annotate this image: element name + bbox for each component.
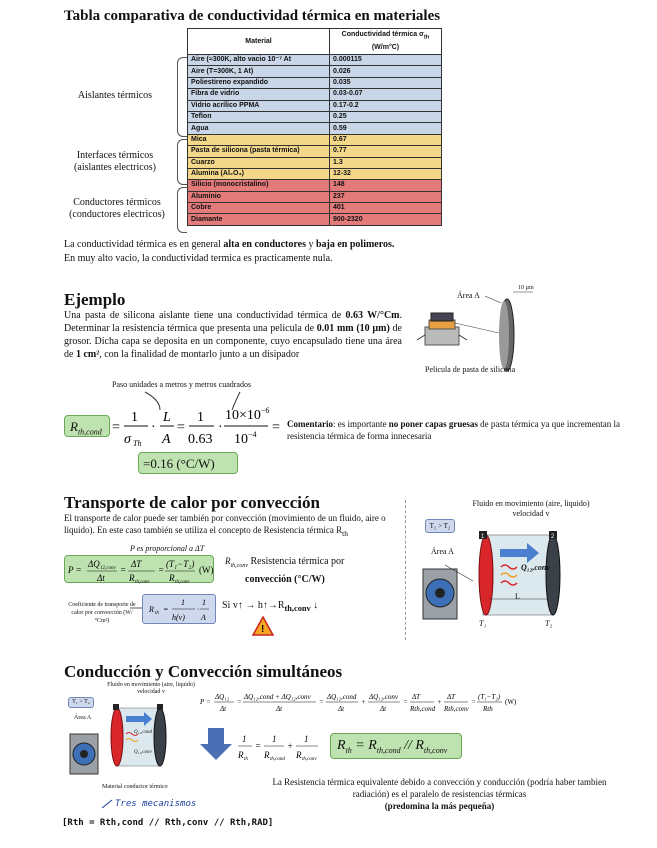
rconv-formula: [142, 594, 216, 624]
svg-text:Rth: Rth: [483, 705, 493, 713]
svg-text:ΔQ₁₂: ΔQ₁₂: [215, 693, 230, 701]
svg-text:R: R: [296, 750, 302, 760]
coef-label: Coeficiente de transporte de calor por convección (W/°Cm²): [68, 602, 136, 624]
t1-label: T₁: [479, 619, 487, 628]
table-row: [188, 214, 442, 225]
convection-diagram: [415, 497, 605, 637]
svg-text:1: 1: [272, 734, 277, 744]
svg-text:1: 1: [181, 598, 185, 607]
svg-text:ΔT: ΔT: [447, 693, 456, 701]
svg-text:σ: σ: [124, 432, 131, 447]
page-title: Tabla comparativa de conductividad térmica en materiales: [64, 8, 441, 24]
conductivity-cell: 0.25: [330, 111, 442, 122]
combined-diagram: [66, 682, 196, 792]
svg-text:th: th: [244, 757, 248, 762]
brace-conductors: [177, 187, 187, 233]
svg-text:A: A: [162, 432, 171, 447]
handwritten-note: Tres mecanismos: [115, 799, 197, 809]
table-row: [188, 89, 442, 100]
svg-text:A: A: [201, 613, 206, 622]
svg-text:th,cond: th,cond: [270, 757, 285, 762]
svg-text:=: =: [237, 698, 242, 706]
material-cell: Aluminio: [188, 191, 330, 202]
conductivity-cell: 0.17-0.2: [330, 100, 442, 111]
parallel-sum-formula: [236, 730, 326, 764]
svg-text:(T₁−T₂): (T₁−T₂): [166, 559, 195, 569]
handwritten-formula: [Rth = Rth,cond // Rth,conv // Rth,RAD]: [62, 818, 274, 828]
svg-text:1: 1: [131, 410, 138, 425]
material-cell: Cuarzo: [188, 157, 330, 168]
svg-text:P =: P =: [200, 698, 211, 706]
film-illustration: [415, 285, 575, 380]
final-equation: $R_{th} = R_{th,cond} // R_{th,conv}$: [330, 733, 462, 759]
result-box: =0.16 (°C/W): [138, 452, 238, 474]
summary-line-2: En muy alto vacio, la conductividad termica es practicamente nula.: [64, 253, 333, 264]
svg-text:=: =: [163, 605, 169, 614]
table-row: [188, 123, 442, 134]
svg-text:R: R: [149, 605, 154, 614]
svg-text:th,conv: th,conv: [302, 757, 317, 762]
conveccion-text: El transporte de calor puede ser también por convección (movimiento de un fluido, aire o liquido). En este caso también se utiliza el concepto de Resistencia térmica $R_{th}$: [64, 513, 386, 538]
q-conv-label: Q₁₂,conv: [521, 563, 550, 572]
rth-cond-symbol: $R_{th,cond}$: [64, 415, 110, 437]
table-row: [188, 134, 442, 145]
length-label: L: [515, 592, 520, 601]
comment: Comentario: es importante no poner capas gruesas de pasta térmica ya que incrementan la resistencia térmica de forma innecesaria: [287, 419, 621, 441]
fluid-label: Fluido en movimiento (aire, liquido) velocidad v: [472, 499, 590, 518]
material-cell: Aire (≈300K, alto vacio 10⁻⁷ At: [188, 55, 330, 66]
conveccion-heading: Transporte de calor por convección: [64, 493, 320, 512]
svg-text:(W): (W): [199, 565, 214, 575]
svg-text:ΔT: ΔT: [412, 693, 421, 701]
brace-interfaces: [177, 139, 187, 185]
film-caption: Pelicula de pasta de silicona: [425, 365, 516, 374]
svg-text:th,conv: th,conv: [175, 580, 190, 584]
svg-text:h(v): h(v): [172, 613, 185, 622]
table-row: [188, 55, 442, 66]
svg-text:1: 1: [481, 534, 485, 540]
group-label-insulators: Aislantes térmicos: [77, 90, 153, 101]
area-label-conv: Área A: [431, 547, 454, 556]
material-cell: Pasta de silicona (pasta térmica): [188, 146, 330, 157]
svg-text:R: R: [129, 573, 135, 583]
simultaneo-heading: Conducción y Convección simultáneos: [64, 662, 343, 681]
temp-badge: T₁ > T₂: [425, 519, 455, 533]
conductivity-cell: 0.035: [330, 77, 442, 88]
table-row: [188, 146, 442, 157]
svg-text:10−4: $10^{-4}$: [234, 430, 257, 447]
material-cell: Teflon: [188, 111, 330, 122]
svg-text:·: ·: [151, 420, 156, 435]
svg-text:+: +: [361, 698, 366, 706]
svg-text:·: ·: [197, 605, 199, 614]
svg-text:+: +: [287, 741, 294, 751]
svg-text:P =: P =: [68, 565, 82, 575]
svg-text:R: R: [169, 573, 175, 583]
material-cell: Alumina (Al₂O₃): [188, 168, 330, 179]
conductivity-table: [187, 28, 442, 226]
svg-text:12,conv: 12,conv: [100, 566, 116, 571]
svg-text:Rth,cond: Rth,cond: [410, 705, 436, 713]
brace-insulators: [177, 57, 187, 137]
conductivity-cell: 0.59: [330, 123, 442, 134]
svg-text:ΔQ₁₂,cond + ΔQ₁₂,conv: ΔQ₁₂,cond + ΔQ₁₂,conv: [244, 693, 311, 701]
material-cell: Silicio (monocristalino): [188, 180, 330, 191]
svg-text:=: =: [403, 698, 408, 706]
material-cell: Cobre: [188, 203, 330, 214]
rule-velocity: Si v↑ → $h↑\to R_{th,conv}$ ↓: [222, 600, 319, 613]
svg-text:0.63: 0.63: [188, 432, 213, 447]
q-conv-label-2: Q₁₂,conv: [134, 750, 152, 755]
conductivity-cell: 0.000115: [330, 55, 442, 66]
svg-text:1: 1: [304, 734, 309, 744]
svg-text:ΔQ₁₂,cond: ΔQ₁₂,cond: [327, 693, 357, 701]
t2-label: T₂: [545, 619, 553, 628]
conductivity-cell: 1.3: [330, 157, 442, 168]
svg-text:ΔQ: ΔQ: [88, 559, 100, 569]
material-cell: Vidrio acrílico PPMA: [188, 100, 330, 111]
svg-text:th,conv: th,conv: [135, 580, 150, 584]
svg-text:R: R: [238, 750, 244, 760]
table-row: [188, 191, 442, 202]
prop-note: P es proporcional a ΔT: [130, 544, 205, 553]
svg-text:=: =: [272, 420, 280, 435]
handwritten-arrow: [100, 798, 114, 810]
svg-text:=: =: [255, 741, 262, 751]
material-cell: Aire (T=300K, 1 At): [188, 66, 330, 77]
svg-text:!: !: [261, 624, 265, 635]
svg-text:=: =: [319, 698, 324, 706]
svg-text:Th: Th: [133, 439, 142, 448]
conductivity-cell: 0.77: [330, 146, 442, 157]
svg-text:(T₁−T₂): (T₁−T₂): [478, 693, 501, 701]
conductivity-cell: 401: [330, 203, 442, 214]
thickness-label: 10 µm: [518, 285, 534, 291]
table-row: [188, 77, 442, 88]
svg-text:Δt: Δt: [97, 573, 105, 583]
svg-text:=: =: [471, 698, 476, 706]
svg-text:10×10−6: $10\times 10^{-6}$: [225, 406, 270, 423]
svg-text:Δt: Δt: [276, 705, 283, 713]
area-label: Área A: [457, 291, 480, 300]
material-cell: Diamante: [188, 214, 330, 225]
svg-text:1: 1: [202, 598, 206, 607]
header-conductivity: Conductividad térmica $\sigma_{th}$ (W/m°C): [330, 29, 442, 55]
conductivity-cell: 900-2320: [330, 214, 442, 225]
svg-text:=: =: [177, 420, 185, 435]
table-row: [188, 66, 442, 77]
svg-text:=: =: [112, 420, 120, 435]
svg-text:+: +: [437, 698, 442, 706]
table-row: [188, 203, 442, 214]
svg-text:ΔT: ΔT: [131, 559, 142, 569]
svg-text:R: R: [264, 750, 270, 760]
q-cond-label: Q₁₂,cond: [134, 730, 153, 735]
svg-text:Δt: Δt: [338, 705, 345, 713]
conductivity-cell: 0.67: [330, 134, 442, 145]
svg-text:th: th: [155, 611, 159, 616]
group-label-interfaces: Interfaces térmicos (aislantes electricos): [74, 150, 156, 173]
ejemplo-statement: Una pasta de silicona aislante tiene una conductividad térmica de 0.63 W/°Cm. Determinar la resistencia térmica que presenta una pelicula de 0.01 mm (10 µm) de grosor. Dicha capa se deposita en un componente, cuyo encapsulado tiene una área de 1 cm², con la finalidad de montarlo junto a un disipador: [64, 310, 402, 360]
svg-text:Δt: Δt: [220, 705, 227, 713]
convection-drawing: [415, 527, 605, 637]
table-row: [188, 180, 442, 191]
svg-text:L: L: [163, 410, 171, 425]
formula-conduction: [110, 405, 290, 450]
power-formula: [64, 555, 214, 583]
group-label-conductors: Conductores térmicos (conductores electricos): [69, 197, 165, 220]
svg-text:Rth,conv: Rth,conv: [444, 705, 469, 713]
svg-text:=: =: [120, 565, 127, 575]
conductivity-cell: 0.026: [330, 66, 442, 77]
header-material: Material: [188, 29, 330, 55]
power-sum-formula: [198, 690, 518, 714]
table-row: [188, 157, 442, 168]
area-label-2: Área A: [74, 715, 92, 721]
material-cell: Agua: [188, 123, 330, 134]
svg-text:ΔQ₁₂,conv: ΔQ₁₂,conv: [369, 693, 398, 701]
fluid-label-2: Fluido en movimiento (aire, liquido) velocidad v: [107, 682, 195, 695]
section-divider: [405, 500, 406, 640]
conductivity-cell: 237: [330, 191, 442, 202]
temp-badge-2: T₁ > T₂: [68, 697, 94, 708]
arrow-down-icon: [198, 728, 234, 762]
note-units: Paso unidades a metros y metros cuadrados: [112, 380, 252, 389]
coef-arrow: [130, 604, 144, 612]
svg-text:1: 1: [197, 410, 204, 425]
table-row: [188, 100, 442, 111]
res-conv-label: $R_{th,conv}$ Resistencia térmica por convección (°C/W): [225, 556, 345, 585]
summary-line-1: La conductividad térmica es en general alta en conductores y baja en polimeros.: [64, 239, 395, 250]
material-cell: Mica: [188, 134, 330, 145]
table-row: [188, 111, 442, 122]
ejemplo-heading: Ejemplo: [64, 290, 126, 309]
conductivity-cell: 0.03-0.07: [330, 89, 442, 100]
svg-text:=: =: [158, 565, 165, 575]
warning-icon: [252, 616, 274, 636]
svg-text:(W): (W): [505, 698, 517, 706]
table-body: [188, 55, 442, 226]
conductivity-cell: 12-32: [330, 168, 442, 179]
svg-text:·: ·: [218, 420, 223, 435]
combined-drawing: [66, 702, 196, 792]
explanation: La Resistencia térmica equivalente debido a convección y conducción (podría haber tambien radiación) es el paralelo de resistencias térmicas (predomina la más pequeña): [272, 777, 607, 811]
conductivity-cell: 148: [330, 180, 442, 191]
material-caption: Material conductor térmico: [102, 784, 168, 790]
material-cell: Fibra de vidrio: [188, 89, 330, 100]
material-cell: Poliestireno expandido: [188, 77, 330, 88]
svg-text:2: 2: [551, 534, 555, 540]
svg-text:1: 1: [242, 734, 247, 744]
table-row: [188, 168, 442, 179]
svg-text:Δt: Δt: [380, 705, 387, 713]
